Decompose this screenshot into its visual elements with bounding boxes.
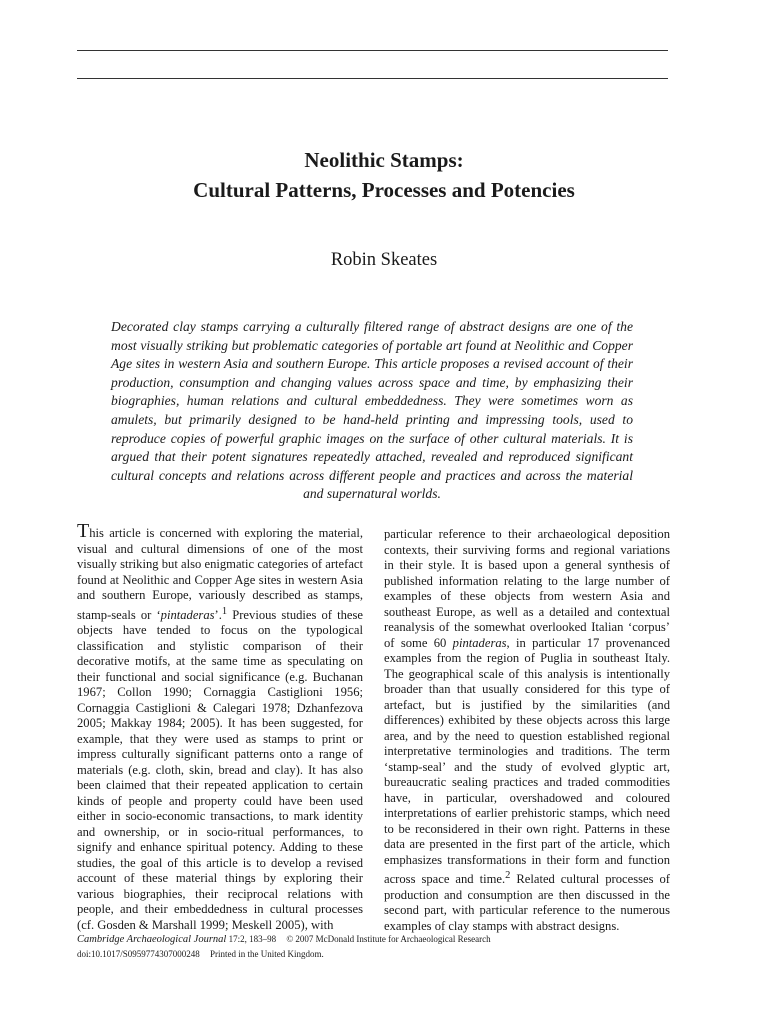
article-title <box>0 145 768 205</box>
abstract: Decorated clay stamps carrying a culturally filtered range of abstract designs are one of the most visually striking but problematic categories of portable art found at Neolithic and Copper Age sites in western Asia and southern Europe. This article proposes a revised account of their production, consumption and changing values across space and time, by emphasizing their biographies, human relations and cultural embeddedness. They were sometimes worn as amulets, but primarily designed to be hand-held printing and impressing tools, used to reproduce copies of powerful graphic images on the surface of other cultural materials. It is argued that their potent signatures repeatedly attached, revealed and reproduced significant cultural concepts and relations across different people and practices and across the material and supernatural worlds. <box>111 319 633 502</box>
author-name: Robin Skeates <box>330 250 438 270</box>
right-text-2: , in particular 17 provenanced examples from the region of Puglia in southeast Italy. The geographical scale of this analysis is intentionally broader than that usually considered for this type of artefact, but is justified by the similarities (and differences) exhibited by these objects across this large area, and by the need to question established regional interpretative terminologies and traditions. The term ‘stamp-seal’ and the study of evolved glyptic art, bureaucratic sealing practices and traded commodities have, in particular, overshadowed and coloured interpretations of earlier prehistoric stamps, which need to be reconsidered in their own right. Patterns in these data are presented in the first part of the article, which emphasizes transformations in their form and function across space and time. <box>384 635 670 887</box>
body-column-right <box>384 527 670 934</box>
footnote-ref-1[interactable]: 1 <box>221 605 228 617</box>
printed-notice: Printed in the United Kingdom. <box>210 949 324 959</box>
top-rule <box>77 50 668 51</box>
footnote-ref-2[interactable]: 2 <box>505 870 511 881</box>
doi[interactable]: doi:10.1017/S0959774307000248 <box>77 949 200 959</box>
page-footer <box>77 932 577 961</box>
body-column-left <box>77 520 363 933</box>
title-line-1: Neolithic Stamps: <box>304 148 464 172</box>
right-text-3: Related cultural processes of production and consumption are then discussed in the second part, with particular reference to the numerous examples of clay stamps with abstract designs. <box>384 872 670 933</box>
second-rule <box>77 78 668 79</box>
left-italic-term: pintaderas <box>160 607 215 622</box>
title-line-2: Cultural Patterns, Processes and Potencies <box>193 178 575 202</box>
left-text-1: his article is concerned with exploring the material, visual and cultural dimensions of one of the most visually striking but also enigmatic categories of artefact found at Neolithic and Copper Age sites in western Asia and southern Europe, variously described as stamps, stamp-seals or ‘ <box>77 526 363 622</box>
right-text-1: particular reference to their archaeological deposition contexts, their surviving forms and regional variations in their style. It is based upon a general synthesis of published information relating to the large number of examples of these objects from western Asia and southeast Europe, as well as a detailed and contextual reanalysis of the somewhat overlooked Italian ‘corpus’ of some 60 <box>384 527 670 650</box>
copyright-notice: © 2007 McDonald Institute for Archaeological Research <box>286 934 491 944</box>
left-text-2: ’. <box>214 607 222 622</box>
footer-line-1 <box>77 932 577 947</box>
journal-citation: 17:2, 183–98 <box>228 934 277 944</box>
journal-name: Cambridge Archaeological Journal <box>77 934 227 945</box>
left-text-3: Previous studies of these objects have tended to focus on the typological classification and stylistic comparison of their decorative motifs, at the same time as speculating on their functional and social significance (e.g. Buchanan 1967; Collon 1990; Cornaggia Castiglioni 1956; Cornaggia Castiglioni & Calegari 1978; Dzhanfezova 2005; Makkay 1984; 2005). It has been suggested, for example, that they were used as stamps to print or impress culturally significant patterns onto a range of materials (e.g. cloth, skin, bread and clay). It has also been claimed that their repeated application to certain kinds of people and property could have been used either in socio-economic transactions, to mark identity and ownership, or in socio-ritual performances, to signify and enhance spiritual potency. Adding to these studies, the goal of this article is to develop a revised account of these material things by exploring their various biographies, their reciprocal relations with people, and their embeddedness in cultural processes (cf. Gosden & Marshall 1999; Meskell 2005), with <box>77 607 363 932</box>
footer-line-2 <box>77 947 577 961</box>
right-italic-term: pintaderas <box>452 635 507 650</box>
drop-cap: T <box>77 520 90 542</box>
